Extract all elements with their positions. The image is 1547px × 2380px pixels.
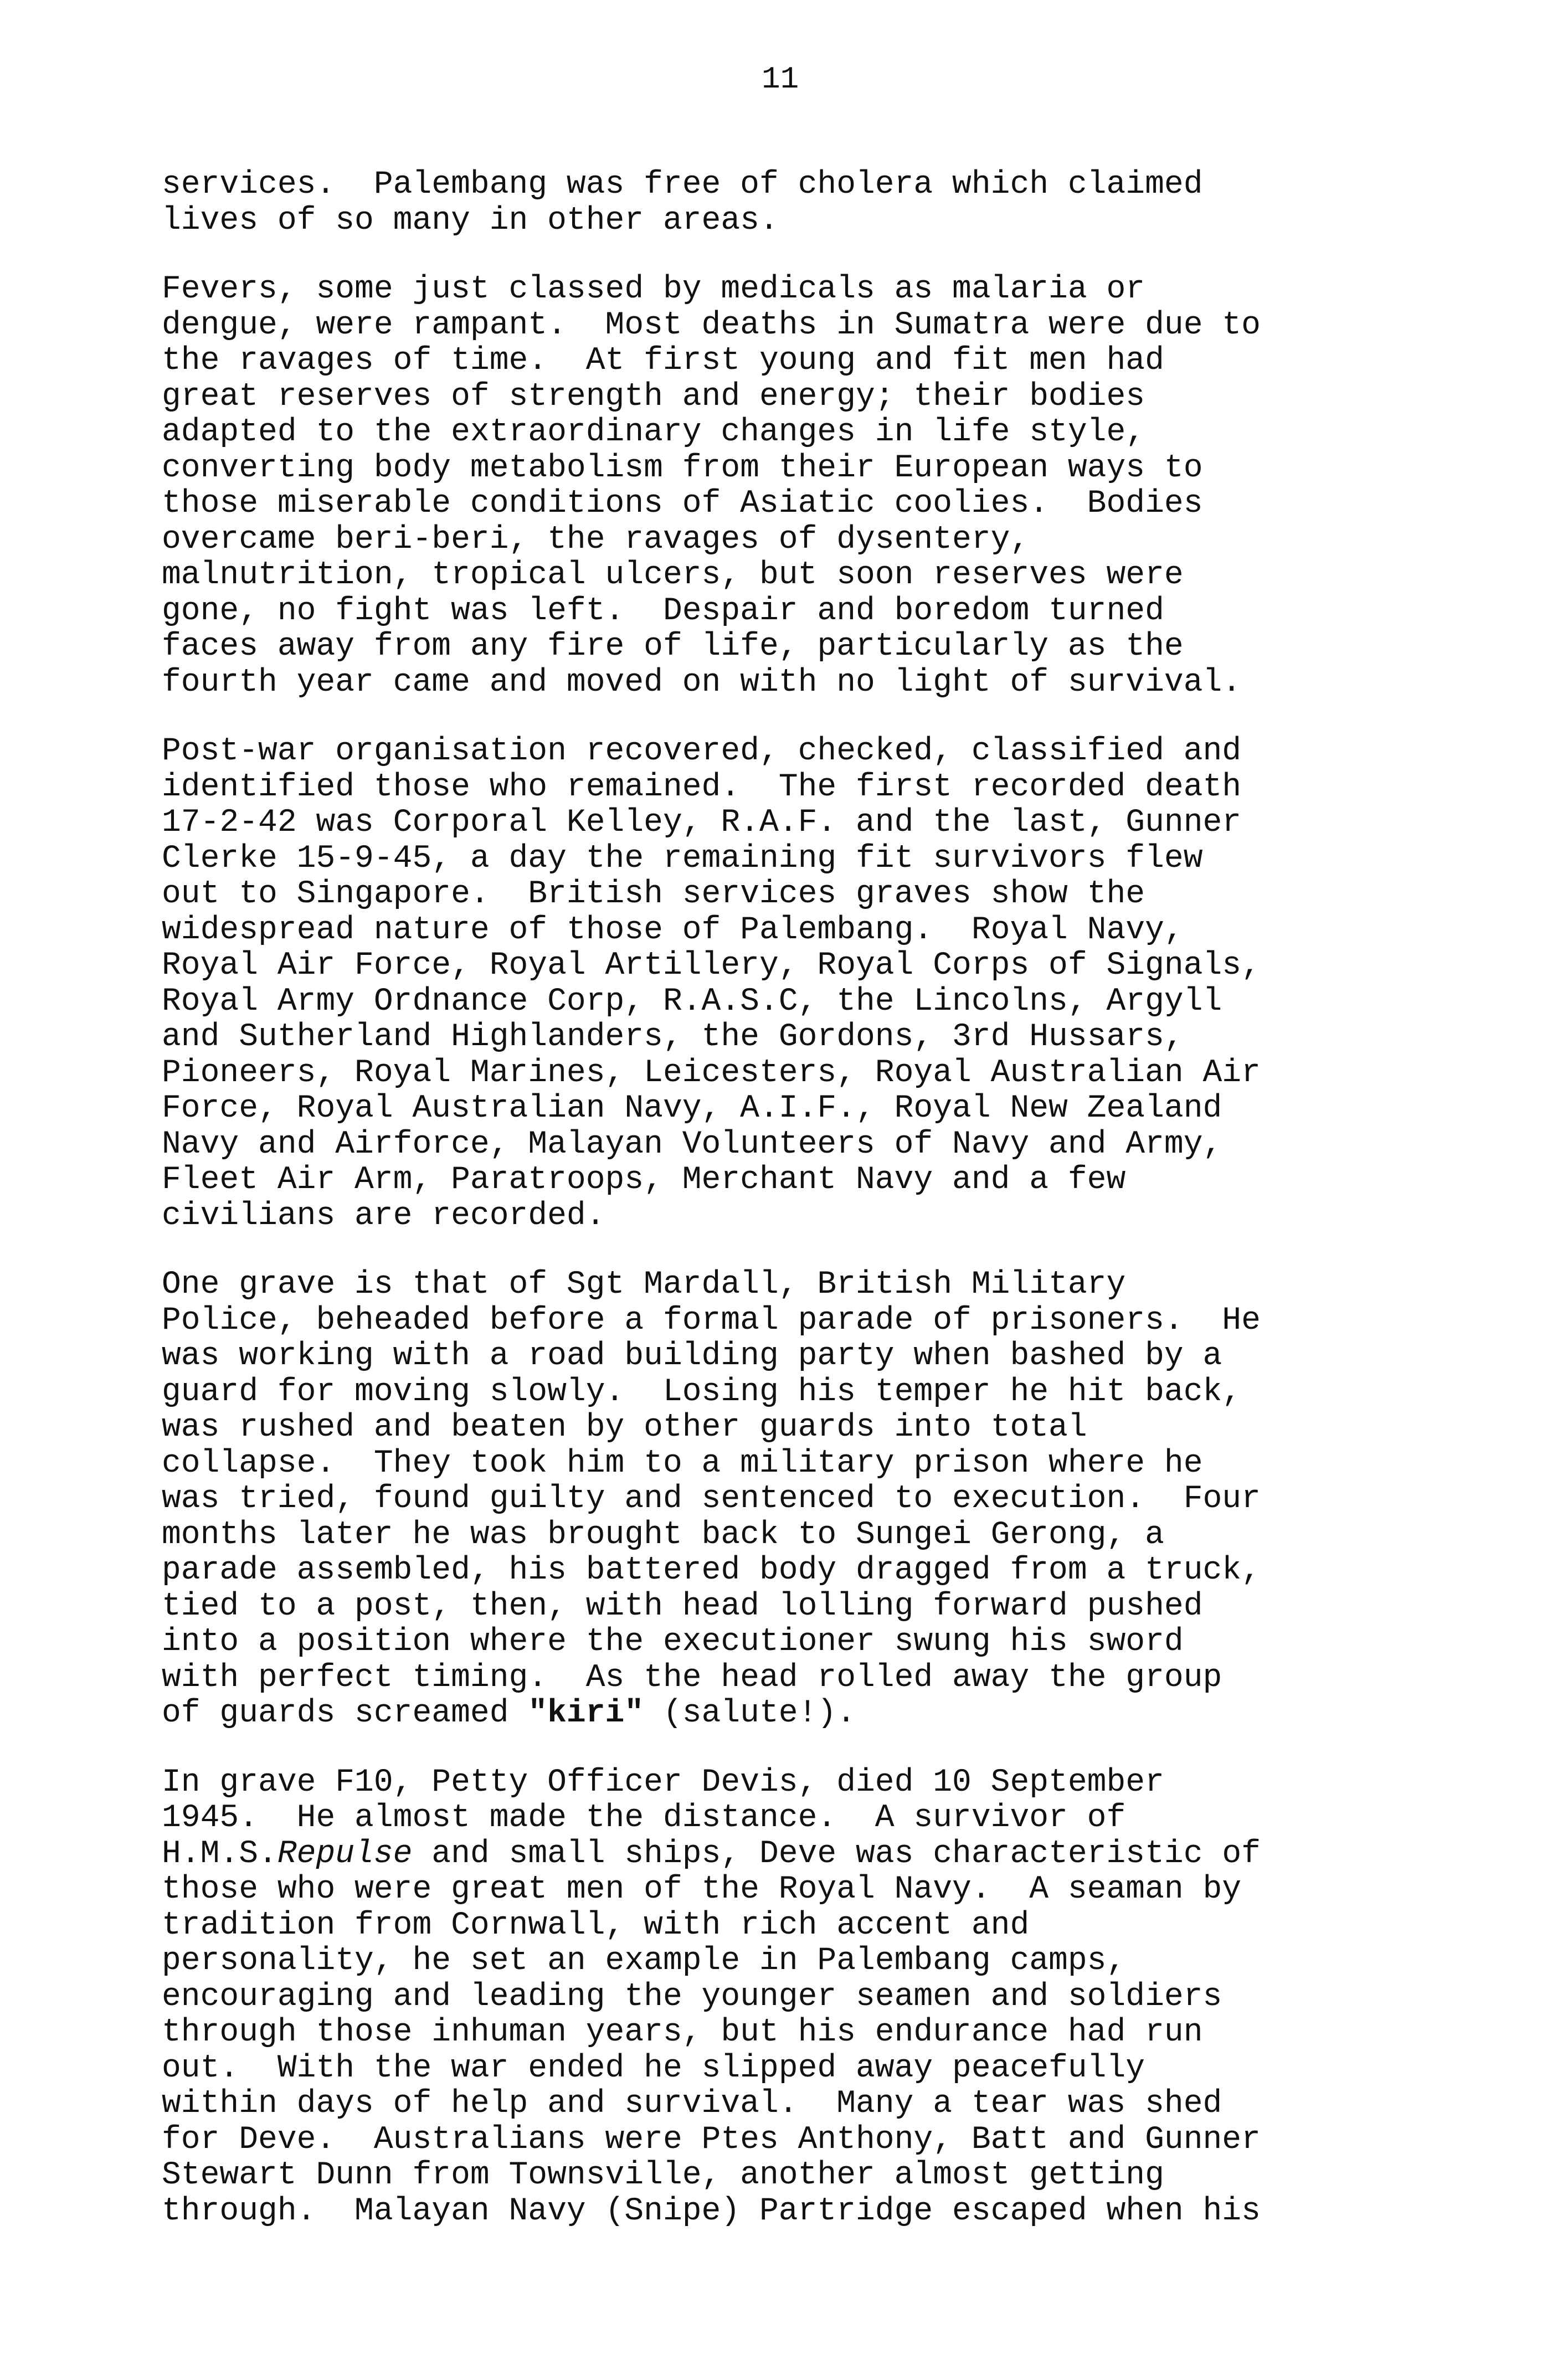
text-line: adapted to the extraordinary changes in life style, — [162, 414, 1145, 450]
text-line: civilians are recorded. — [162, 1197, 605, 1234]
text-line: 1945. He almost made the distance. A survivor of — [162, 1800, 1126, 1836]
text-line: Force, Royal Australian Navy, A.I.F., Royal New Zealand — [162, 1091, 1222, 1127]
text-line: Fevers, some just classed by medicals as malaria or — [162, 271, 1145, 307]
paragraph-post-war — [162, 734, 1436, 1234]
text-fragment: of guards screamed — [162, 1695, 528, 1731]
text-fragment: H.M.S. — [162, 1836, 277, 1872]
text-line: for Deve. Australians were Ptes Anthony, Batt and Gunner — [162, 2121, 1261, 2158]
body-text — [162, 167, 1436, 2263]
text-line: tradition from Cornwall, with rich accent and — [162, 1907, 1030, 1944]
text-line: those miserable conditions of Asiatic coolies. Bodies — [162, 486, 1203, 522]
text-line: One grave is that of Sgt Mardall, British Military — [162, 1267, 1126, 1303]
text-line: lives of so many in other areas. — [162, 202, 779, 239]
paragraph-devis — [162, 1765, 1436, 2230]
text-line: In grave F10, Petty Officer Devis, died 10 September — [162, 1764, 1164, 1801]
paragraph-mardall — [162, 1267, 1436, 1732]
text-line — [162, 1696, 1436, 1732]
text-line: Royal Army Ordnance Corp, R.A.S.C, the Lincolns, Argyll — [162, 983, 1222, 1020]
paragraph-services — [162, 167, 1436, 239]
text-line: overcame beri-beri, the ravages of dysentery, — [162, 521, 1030, 558]
text-line: tied to a post, then, with head lolling forward pushed — [162, 1588, 1203, 1625]
text-line: parade assembled, his battered body dragged from a truck, — [162, 1553, 1261, 1589]
bold-word-kiri: "kiri" — [528, 1695, 644, 1731]
text-line: was rushed and beaten by other guards into total — [162, 1410, 1087, 1446]
paragraph-fevers — [162, 272, 1436, 701]
text-line: faces away from any fire of life, particularly as the — [162, 629, 1184, 665]
text-line: months later he was brought back to Sungei Gerong, a — [162, 1517, 1164, 1553]
text-line: personality, he set an example in Palembang camps, — [162, 1943, 1126, 1979]
text-line: Navy and Airforce, Malayan Volunteers of Navy and Army, — [162, 1126, 1222, 1163]
text-line: gone, no fight was left. Despair and boredom turned — [162, 593, 1164, 629]
text-line: those who were great men of the Royal Navy. A seaman by — [162, 1872, 1242, 1908]
text-line: out to Singapore. British services graves show the — [162, 876, 1145, 912]
text-line: through. Malayan Navy (Snipe) Partridge escaped when his — [162, 2193, 1261, 2229]
text-line: and Sutherland Highlanders, the Gordons, 3rd Hussars, — [162, 1019, 1184, 1055]
text-line: malnutrition, tropical ulcers, but soon reserves were — [162, 557, 1184, 593]
text-line: identified those who remained. The first recorded death — [162, 769, 1242, 805]
text-line: great reserves of strength and energy; their bodies — [162, 378, 1145, 415]
text-line: through those inhuman years, but his endurance had run — [162, 2014, 1203, 2050]
text-line: was working with a road building party when bashed by a — [162, 1338, 1222, 1374]
text-line: Royal Air Force, Royal Artillery, Royal Corps of Signals, — [162, 948, 1261, 984]
text-line: with perfect timing. As the head rolled away the group — [162, 1659, 1222, 1696]
text-line: was tried, found guilty and sentenced to execution. Four — [162, 1481, 1261, 1517]
text-line: 17-2-42 was Corporal Kelley, R.A.F. and the last, Gunner — [162, 805, 1242, 841]
text-line: into a position where the executioner swung his sword — [162, 1624, 1184, 1660]
text-line: the ravages of time. At first young and fit men had — [162, 343, 1164, 379]
text-line: fourth year came and moved on with no light of survival. — [162, 664, 1242, 701]
text-line: Stewart Dunn from Townsville, another almost getting — [162, 2157, 1164, 2193]
text-line: Fleet Air Arm, Paratroops, Merchant Navy and a few — [162, 1162, 1126, 1198]
text-line: out. With the war ended he slipped away peacefully — [162, 2050, 1145, 2086]
text-line: Clerke 15-9-45, a day the remaining fit survivors flew — [162, 840, 1203, 877]
text-fragment: and small ships, Deve was characteristic of — [412, 1836, 1261, 1872]
page-number: 11 — [762, 61, 799, 97]
text-line: Post-war organisation recovered, checked, classified and — [162, 733, 1242, 769]
text-line: dengue, were rampant. Most deaths in Sumatra were due to — [162, 307, 1261, 343]
text-line — [162, 1837, 1436, 1873]
text-line: Pioneers, Royal Marines, Leicesters, Royal Australian Air — [162, 1055, 1261, 1091]
italic-ship-name: Repulse — [277, 1836, 413, 1872]
text-line: encouraging and leading the younger seamen and soldiers — [162, 1978, 1222, 2015]
text-line: Police, beheaded before a formal parade of prisoners. He — [162, 1302, 1261, 1339]
text-line: collapse. They took him to a military prison where he — [162, 1445, 1203, 1482]
text-line: services. Palembang was free of cholera which claimed — [162, 167, 1203, 203]
text-line: widespread nature of those of Palembang. Royal Navy, — [162, 912, 1184, 948]
text-fragment: (salute!). — [644, 1695, 856, 1731]
text-line: converting body metabolism from their European ways to — [162, 450, 1203, 486]
text-line: guard for moving slowly. Losing his temper he hit back, — [162, 1374, 1242, 1410]
text-line: within days of help and survival. Many a tear was shed — [162, 2086, 1222, 2122]
